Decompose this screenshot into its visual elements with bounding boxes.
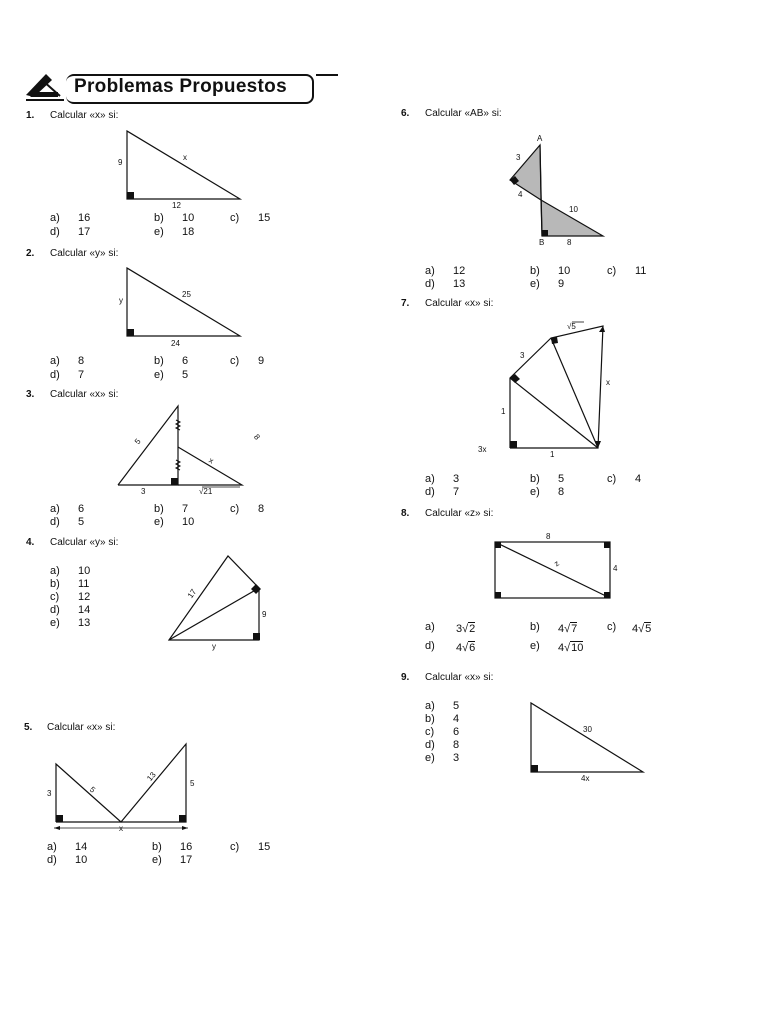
option[interactable]: a) 12 <box>425 265 466 277</box>
label: 4 <box>613 564 618 573</box>
label: x <box>606 378 610 387</box>
option-value: 4√10 <box>558 642 584 654</box>
option[interactable]: d) <box>425 640 435 652</box>
label: 5 <box>190 779 195 788</box>
option[interactable]: c) 12 <box>50 591 91 603</box>
problem-question: Calcular «y» si: <box>50 248 119 259</box>
option[interactable]: d) 5 <box>50 516 85 528</box>
option[interactable]: b) 7 <box>154 503 189 515</box>
option[interactable]: e) <box>530 640 540 652</box>
label: √5 <box>567 322 576 331</box>
label: 8 <box>252 432 262 442</box>
problem-question: Calcular «z» si: <box>425 508 494 519</box>
option[interactable]: d) 10 <box>47 854 88 866</box>
option[interactable]: a) 8 <box>50 355 85 367</box>
option[interactable]: d) 8 <box>425 739 460 751</box>
label: 8 <box>567 238 572 247</box>
option[interactable]: e) 5 <box>154 369 189 381</box>
problem-question: Calcular «x» si: <box>47 722 116 733</box>
option[interactable]: c) 9 <box>230 355 265 367</box>
problem-number: 4. <box>26 537 35 548</box>
option-value: 4√7 <box>558 623 578 635</box>
label: 4 <box>518 190 523 199</box>
option[interactable]: a) 5 <box>425 700 460 712</box>
label: 3 <box>516 153 521 162</box>
option-value: 4√6 <box>456 642 476 654</box>
problem-question: Calcular «x» si: <box>425 672 494 683</box>
label: √21 <box>199 487 213 496</box>
option[interactable]: c) 4 <box>607 473 642 485</box>
label: 5 <box>132 436 143 447</box>
option[interactable]: b) 11 <box>50 578 90 590</box>
label: A <box>537 134 543 143</box>
option[interactable]: b) 10 <box>530 265 571 277</box>
option[interactable]: c) 11 <box>607 265 647 277</box>
label: 4x <box>581 774 590 783</box>
label: B <box>539 238 545 247</box>
label: 13 <box>145 770 158 783</box>
label: y <box>212 642 216 651</box>
option[interactable]: e) 13 <box>50 617 91 629</box>
problem-number: 9. <box>401 672 410 683</box>
option[interactable]: c) 15 <box>230 841 271 853</box>
label: y <box>119 296 123 305</box>
option[interactable]: a) <box>425 621 435 633</box>
option[interactable]: d) 13 <box>425 278 466 290</box>
label: 30 <box>583 725 592 734</box>
problem-number: 3. <box>26 389 35 400</box>
label: 17 <box>185 587 199 600</box>
problem-number: 1. <box>26 110 35 121</box>
option[interactable]: a) 6 <box>50 503 85 515</box>
label: 8 <box>546 532 551 541</box>
option[interactable]: e) 17 <box>152 854 193 866</box>
problem-question: Calcular «x» si: <box>425 298 494 309</box>
option[interactable]: c) 8 <box>230 503 265 515</box>
option[interactable]: b) 6 <box>154 355 189 367</box>
label: 9 <box>118 158 123 167</box>
option[interactable]: a) 10 <box>50 565 91 577</box>
problem-number: 7. <box>401 298 410 309</box>
label: 24 <box>171 339 180 348</box>
option[interactable]: a) 16 <box>50 212 91 224</box>
problem-number: 8. <box>401 508 410 519</box>
option[interactable]: e) 18 <box>154 226 195 238</box>
option[interactable]: d) 14 <box>50 604 91 616</box>
option[interactable]: a) 14 <box>47 841 88 853</box>
label: 3 <box>520 351 525 360</box>
problem-number: 6. <box>401 108 410 119</box>
option[interactable]: d) 7 <box>425 486 460 498</box>
label: 12 <box>172 201 181 210</box>
option-value: 4√5 <box>632 623 652 635</box>
label: 3 <box>47 789 52 798</box>
label: 25 <box>182 290 191 299</box>
label: 1 <box>501 407 506 416</box>
label: 3 <box>141 487 146 496</box>
option[interactable]: d) 7 <box>50 369 85 381</box>
option[interactable]: c) <box>607 621 617 633</box>
option[interactable]: c) 6 <box>425 726 460 738</box>
label: x <box>183 153 187 162</box>
label: z <box>552 558 561 569</box>
label: 3x <box>478 445 487 454</box>
problem-question: Calcular «y» si: <box>50 537 119 548</box>
option[interactable]: c) 15 <box>230 212 271 224</box>
option[interactable]: b) <box>530 621 540 633</box>
option[interactable]: a) 3 <box>425 473 460 485</box>
label: x <box>119 824 123 833</box>
option[interactable]: b) 16 <box>152 841 193 853</box>
option-value: 3√2 <box>456 623 476 635</box>
problem-number: 2. <box>26 248 35 259</box>
label: 1 <box>550 450 555 459</box>
option[interactable]: e) 9 <box>530 278 565 290</box>
label: 10 <box>569 205 578 214</box>
option[interactable]: b) 4 <box>425 713 460 725</box>
option[interactable]: b) 10 <box>154 212 195 224</box>
problem-question: Calcular «x» si: <box>50 389 119 400</box>
option[interactable]: d) 17 <box>50 226 91 238</box>
option[interactable]: e) 8 <box>530 486 565 498</box>
option[interactable]: b) 5 <box>530 473 565 485</box>
problem-question: Calcular «AB» si: <box>425 108 502 119</box>
problem-question: Calcular «x» si: <box>50 110 119 121</box>
page-title: Problemas Propuestos <box>74 76 287 97</box>
option[interactable]: e) 10 <box>154 516 195 528</box>
label: 9 <box>262 610 267 619</box>
option[interactable]: e) 3 <box>425 752 460 764</box>
label: 5 <box>87 784 98 795</box>
problem-number: 5. <box>24 722 33 733</box>
label: x <box>207 455 216 466</box>
